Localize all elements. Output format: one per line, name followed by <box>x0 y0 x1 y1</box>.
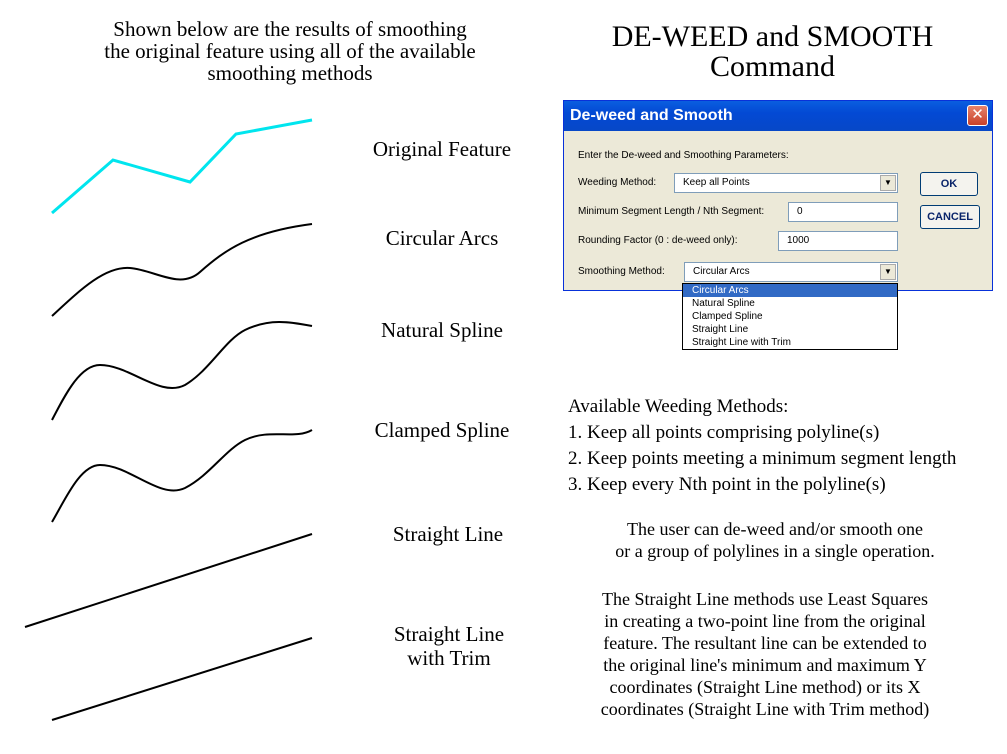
weeding-methods-heading: Available Weeding Methods: <box>568 396 789 417</box>
option-straight-line[interactable]: Straight Line <box>692 324 749 335</box>
original-feature-line <box>52 120 312 213</box>
label-straight-line-with-trim-line-2: with Trim <box>407 646 491 670</box>
weeding-method-select[interactable] <box>674 173 898 193</box>
straight-line <box>25 534 312 627</box>
weeding-method-item: 3. Keep every Nth point in the polyline(s) <box>568 474 886 495</box>
least-squares-line-2: in creating a two-point line from the original <box>604 611 926 631</box>
option-circular-arcs[interactable]: Circular Arcs <box>683 284 897 297</box>
weeding-method-label: Weeding Method: <box>578 177 657 188</box>
chevron-down-icon[interactable]: ▼ <box>880 264 896 280</box>
min-segment-field[interactable]: 0 <box>788 202 898 222</box>
least-squares-line-6: coordinates (Straight Line with Trim method) <box>600 699 930 719</box>
rounding-factor-field[interactable]: 1000 <box>778 231 898 251</box>
label-clamped-spline <box>332 418 552 442</box>
intro-line-1: Shown below are the results of smoothing <box>113 17 467 41</box>
least-squares-line-5: coordinates (Straight Line method) or its X <box>609 677 921 697</box>
clamped-spline-curve <box>52 430 312 522</box>
group-note-line-1: The user can de-weed and/or smooth one <box>627 519 923 539</box>
smoothing-method-select[interactable] <box>684 262 898 282</box>
label-original-feature <box>332 137 552 161</box>
close-icon[interactable]: ✕ <box>967 105 988 126</box>
option-clamped-spline[interactable]: Clamped Spline <box>692 311 763 322</box>
label-natural-spline-text: Natural Spline <box>381 318 503 342</box>
weeding-method-item: 1. Keep all points comprising polyline(s) <box>568 422 880 443</box>
ok-button[interactable]: OK <box>920 172 978 196</box>
least-squares-line-1: The Straight Line methods use Least Squares <box>602 589 928 609</box>
intro-line-3: smoothing methods <box>207 61 373 85</box>
label-straight-line-text: Straight Line <box>392 522 504 546</box>
least-squares-note <box>560 588 970 720</box>
page-title-line-2: Command <box>710 50 835 83</box>
smoothing-method-label: Smoothing Method: <box>578 266 665 277</box>
option-straight-line-with-trim[interactable]: Straight Line with Trim <box>692 337 791 348</box>
circular-arcs-curve <box>52 224 312 316</box>
dialog-title: De-weed and Smooth <box>570 107 733 124</box>
group-note-line-2: or a group of polylines in a single operation. <box>615 541 935 561</box>
label-natural-spline <box>332 318 552 342</box>
natural-spline-curve <box>52 322 312 420</box>
label-clamped-spline-text: Clamped Spline <box>374 418 510 442</box>
label-straight-line-with-trim-line-1: Straight Line <box>393 622 505 646</box>
smoothing-method-options <box>682 283 898 350</box>
min-segment-label: Minimum Segment Length / Nth Segment: <box>578 206 765 217</box>
least-squares-line-4: the original line's minimum and maximum Y <box>603 655 927 675</box>
dialog-titlebar[interactable] <box>564 101 992 131</box>
label-circular-arcs-text: Circular Arcs <box>385 226 499 250</box>
option-natural-spline[interactable]: Natural Spline <box>692 298 755 309</box>
label-original-feature-text: Original Feature <box>372 137 512 161</box>
smoothing-method-value: Circular Arcs <box>693 266 750 277</box>
label-circular-arcs <box>332 226 552 250</box>
dialog-instruction: Enter the De-weed and Smoothing Parameters: <box>578 150 789 161</box>
cancel-button[interactable]: CANCEL <box>920 205 980 229</box>
weeding-methods-list <box>568 394 998 498</box>
page-title-line-1: DE-WEED and SMOOTH <box>611 20 934 53</box>
label-straight-line <box>338 522 558 546</box>
weeding-method-item: 2. Keep points meeting a minimum segment length <box>568 448 957 469</box>
label-straight-line-with-trim <box>339 622 559 670</box>
intro-line-2: the original feature using all of the available <box>104 39 476 63</box>
deweed-smooth-dialog <box>563 100 993 291</box>
rounding-factor-label: Rounding Factor (0 : de-weed only): <box>578 235 738 246</box>
weeding-method-value: Keep all Points <box>683 177 750 188</box>
least-squares-line-3: feature. The resultant line can be extended to <box>603 633 927 653</box>
group-operation-note <box>570 518 980 562</box>
straight-line-with-trim <box>52 638 312 720</box>
chevron-down-icon[interactable]: ▼ <box>880 175 896 191</box>
